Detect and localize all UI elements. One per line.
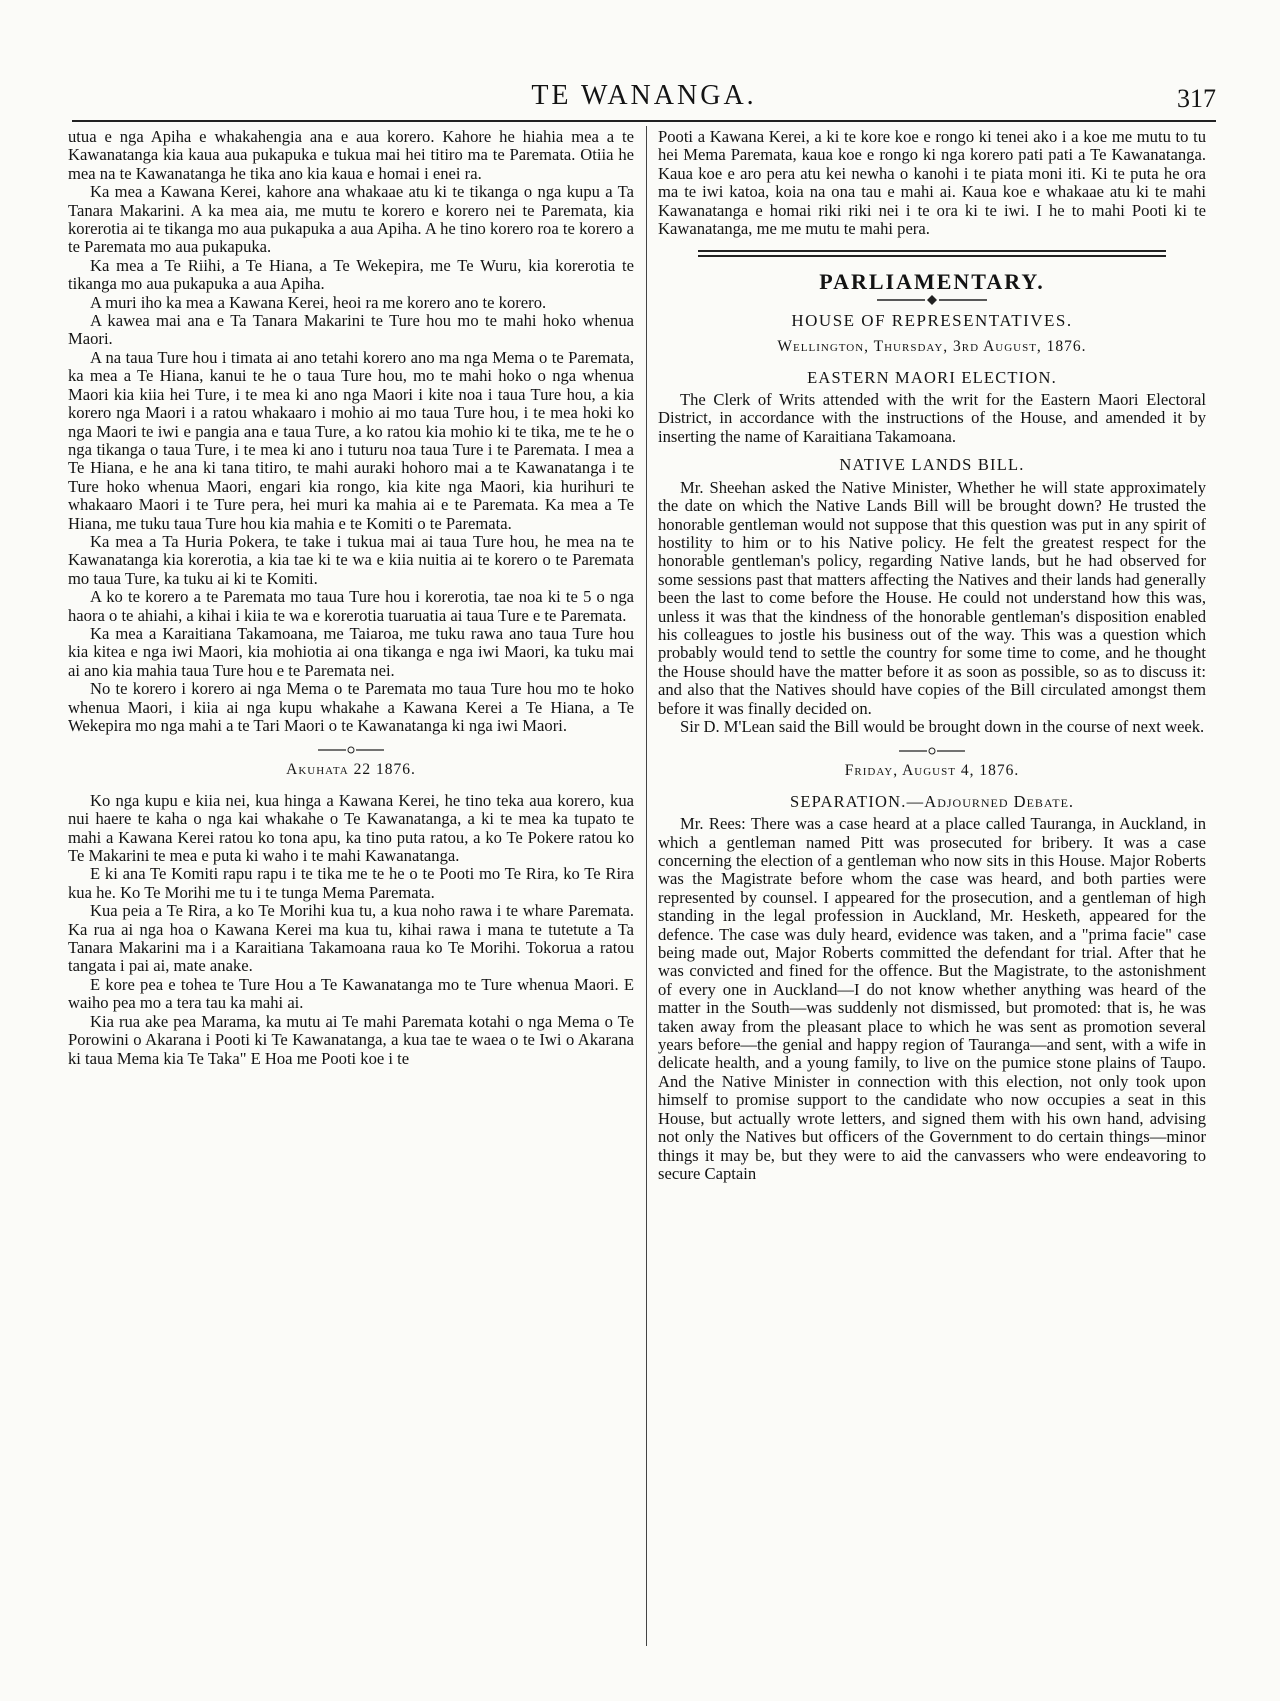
left-paragraph: Ka mea a Te Riihi, a Te Hiana, a Te Wekepira, me Te Wuru, kia korerotia te tikanga mo aua pukapuka a aua Apiha. <box>68 255 634 294</box>
subtitle-native-lands-bill: NATIVE LANDS BILL. <box>839 455 1025 475</box>
section-rule-ornament <box>316 745 386 755</box>
dateline-friday: Friday, August 4, 1876. <box>844 762 1020 780</box>
column-divider <box>646 126 647 1646</box>
left-paragraph: Ka mea a Karaitiana Takamoana, me Taiaroa, me tuku rawa ano taua Ture hou kia kitea e nga iwi Maori, kia mohiotia ai ona tikanga e nga iwi Maori, ka tuku mai ai ano kia mahia taua Ture hou e te Paremata nei. <box>68 623 634 680</box>
left-paragraph: No te korero i korero ai nga Mema o te Paremata mo taua Ture hou mo te hoko whenua Maori, i kiia ai nga kupu whakahe a Kawana Kerei a Te Hiana, a Te Wekepira mo nga mahi a te Tari Maori o te Kawanatanga ki nga iwi Maori. <box>68 679 634 735</box>
subtitle-eastern-maori-election: EASTERN MAORI ELECTION. <box>807 367 1057 387</box>
house-heading: HOUSE OF REPRESENTATIVES. <box>791 310 1073 330</box>
page-header <box>72 80 1216 120</box>
left-paragraph: A muri iho ka mea a Kawana Kerei, heoi ra me korero ano te korero. <box>90 292 547 312</box>
section-double-rule <box>698 250 1166 257</box>
left-paragraph: Ka mea a Ta Huria Pokera, te take i tukua mai ai taua Ture hou, he mea na te Kawanatanga kia korerotia, a kia tae ki te wa e kiia nuitia ai te korero o te Paremata mo taua Ture, ka tuku ai ki te Komiti. <box>68 531 634 588</box>
dateline-thursday: Wellington, Thursday, 3rd August, 1876. <box>777 338 1087 356</box>
right-column <box>658 128 1206 1658</box>
left-dateline: Akuhata 22 1876. <box>286 761 416 779</box>
right-paragraph: Mr. Rees: There was a case heard at a place called Tauranga, in Auckland, in which a gentleman named Pitt was prosecuted for bribery. It was a case concerning the election of a gentleman who now sits in this House. Major Roberts was the Magistrate before whom the case was heard, and both parties were represented by counsel. I appeared for the prosecution, and a gentleman of high standing in the legal profession in Auckland, Mr. Hesketh, appeared for the defence. The case was duly heard, evidence was taken, and a "prima facie" case being made out, Major Roberts committed the defendant for trial. After that he was convicted and fined for the offence. But the Magistrate, to the astonishment of every one in Auckland—I do not know whether anything was heard of the matter in the South—was suddenly not dismissed, but promoted: that is, he was taken away from the pleasant place to which he was sent as promotion several years before—the genial and happy region of Tauranga—and sent, with a wife in delicate health, and a young family, to live on the pumice stone plains of Taupo. And the Native Minister in connection with this election, not only took upon himself to promise support to the candidate who now occupies a seat in this House, but actually wrote letters, and signed them with his own hand, advising not only the Natives but officers of the Government to do certain things—minor things it may be, but they were to aid the canvassers who were endeavoring to secure Captain <box>658 814 1206 1183</box>
left-paragraph: Kua peia a Te Rira, a ko Te Morihi kua tu, a kua noho rawa i te whare Paremata. Ka rua ai nga hoa o Kawana Kerei ma kua tu, kihai rawa i mana te tutetute a Ta Tanara Makarini ma i a Karaitiana Takamoana raua ko Te Morihi. Tokorua a ratou tangata i pai ai, mate anake. <box>68 901 634 976</box>
right-intro-paragraph: Pooti a Kawana Kerei, a ki te kore koe e rongo ki tenei ako i a koe me mutu to tu hei Mema Paremata, kaua koe e rongo ki nga korero pati pati a Te Kawanatanga. Kaua koe e aro pera atu kei newha o kanohi i te piata moni iti. Ki te puta he ora ma te iwi katoa, koia na ona tau e mahi ai. Kaua koe e whakaae atu ki te mahi Kawanatanga e homai riki riki nei i te ora ki te iwi. I he to mahi Pooti ki te Kawanatanga, me me mutu te mahi pera. <box>658 128 1206 239</box>
right-paragraph: Sir D. M'Lean said the Bill would be brought down in the course of next week. <box>680 716 1205 736</box>
subtitle-separation-main: SEPARATION.— <box>789 791 925 811</box>
left-paragraph: Ka mea a Kawana Kerei, kahore ana whakaae atu ki te tikanga o nga kupu a Ta Tanara Makarini. A ka mea aia, me mutu te korero e korero nei te Paremata, kia korerotia ai te tikanga mo aua pukapuka a aua Apiha. A he tino korero roa te korero a te Paremata mo aua pukapuka. <box>68 182 634 257</box>
page-number: 317 <box>1177 84 1216 113</box>
left-paragraph: utua e nga Apiha e whakahengia ana e aua korero. Kahore he hiahia mea a te Kawanatanga kia kaua aua pukapuka e tukua mai hei titiro ma te Paremata. Otiia he mea na te Kawanatanga he tika ano kia kaua e homai i enei ra. <box>68 128 634 183</box>
header-rule <box>72 120 1216 122</box>
right-paragraph: The Clerk of Writs attended with the writ for the Eastern Maori Electoral District, in accordance with the instructions of the House, and amended it by inserting the name of Karaitiana Takamoana. <box>658 390 1206 446</box>
left-paragraph: A ko te korero a te Paremata mo taua Ture hou i korerotia, tae noa ki te 5 o nga haora o te ahiahi, a kihai i kiia te wa e korerotia tuaruatia ai taua Ture e te Paremata. <box>68 587 634 625</box>
diamond-ornament-icon <box>877 294 987 306</box>
section-rule-ornament <box>897 746 967 756</box>
left-paragraph: Ko nga kupu e kiia nei, kua hinga a Kawana Kerei, he tino teka aua korero, kua nui haere te kaha o nga kai whakahe o Te Kawanatanga, a ki te mea ka tupato te mahi a Kawana Kerei ratou ko tona apu, ka tino puta ratou, a ko Te Pokere ratou ko Te Makarini te mea e puta ki waho i te mahi Kawanatanga. <box>68 790 634 866</box>
left-paragraph: A na taua Ture hou i timata ai ano tetahi korero ano ma nga Mema o te Paremata, ka mea a Te Hiana, kanui te he o taua Ture hou, mo te mahi hoko o nga whenua Maori kia kiia hei Ture, i te mea ki ano nga Maori i kite noa i taua Ture hou, a kia korero nga Maori i a ratou whakaaro i mohio ai mo taua Ture hou, i te mea hoki ko nga Maori te iwi e pangia ana e taua Ture, a ko ratou kia mohio ki te tika, me te he o nga tikanga o taua Ture, i te mea ki ano i tuturu noa taua Ture i te Paremata. I mea a Te Hiana, e he ana ki tana titiro, te mahi auraki hohoro mai a te Kawanatanga i te Ture hoko whenua Maori, engari kia rongo, kia kite nga Maori, kia hurihuri te whakaaro Maori i te Ture pera, hei muri ka mahia ai e te Paremata. Ka mea a Te Hiana, me tuku taua Ture hou kia mahia e te Komiti o te Paremata. <box>68 347 634 533</box>
subtitle-separation <box>658 793 1206 811</box>
subtitle-separation-rest: Adjourned Debate. <box>924 791 1075 811</box>
left-paragraph: E kore pea e tohea te Ture Hou a Te Kawanatanga mo te Ture whenua Maori. E waiho pea mo a tera tau ka mahi ai. <box>68 974 634 1013</box>
left-column <box>68 128 634 1658</box>
left-paragraph: E ki ana Te Komiti rapu rapu i te tika me te he o te Pooti mo Te Rira, ko Te Rira kua he. Ko Te Morihi me tu i te tunga Mema Paremata. <box>68 864 634 902</box>
left-paragraph: Kia rua ake pea Marama, ka mutu ai Te mahi Paremata kotahi o nga Mema o Te Porowini o Akarana i Pooti ki Te Kawanatanga, a kua tae te waea o te Iwi o Akarana ki taua Mema kia Te Taka" E Hoa me Pooti koe i te <box>68 1011 634 1068</box>
left-paragraph: A kawea mai ana e Ta Tanara Makarini te Ture hou mo te mahi hoko whenua Maori. <box>68 311 634 349</box>
masthead-title: TE WANANGA. <box>531 80 757 111</box>
right-paragraph: Mr. Sheehan asked the Native Minister, Whether he will state approximately the date on which the Native Lands Bill will be brought down? He trusted the honorable gentleman would not suppose that this question was put in any spirit of hostility to him or to his Native policy. He felt the greatest respect for the honorable gentleman's policy, regarding Native lands, but he had observed for some sessions past that matters affecting the Natives and their lands had generally been the last to come before the House. He could not understand how this was, unless it was that the kindness of the honorable gentleman's disposition enabled his colleagues to jostle his business out of the way. This was a question which probably would tend to settle the country for some time to come, and he thought the House should have the matter before it as soon as possible, so as to discuss it: and also that the Natives should have copies of the Bill circulated amongst them before it was finally decided on. <box>658 477 1206 718</box>
section-title: PARLIAMENTARY. <box>819 269 1045 295</box>
